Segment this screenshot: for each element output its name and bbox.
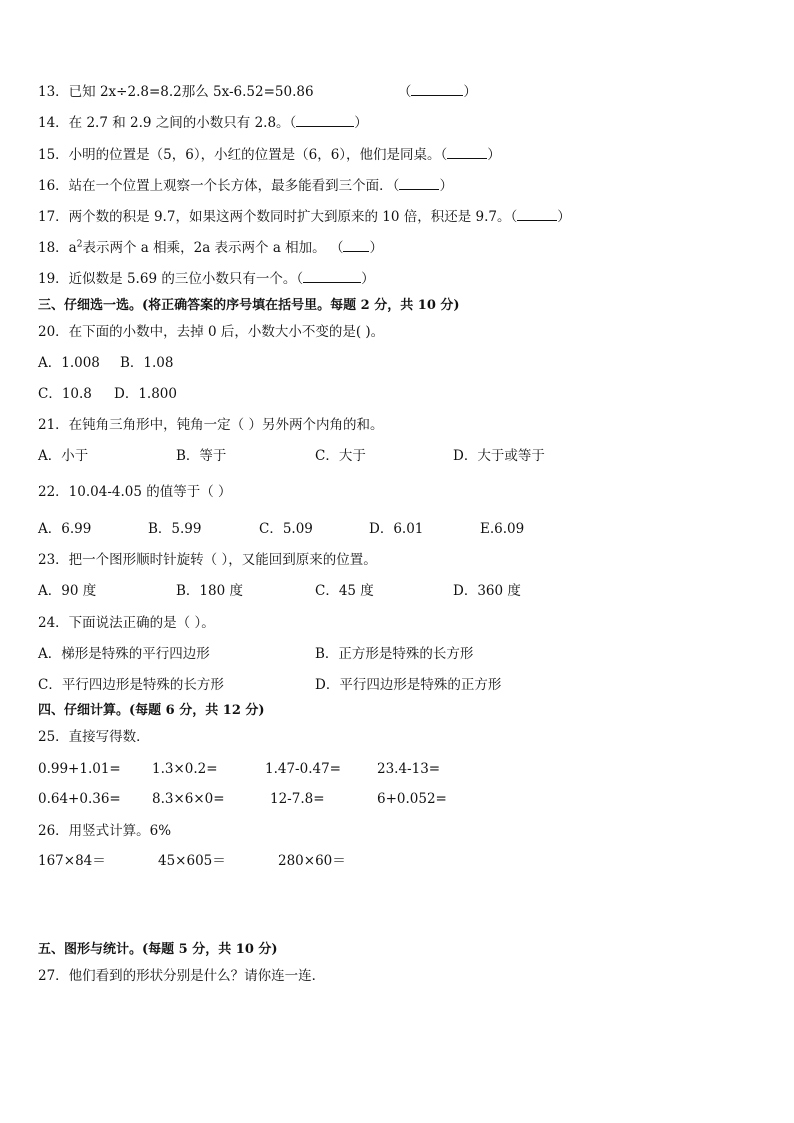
calc-item: 1.3×0.2= <box>152 761 218 777</box>
question-21-stem: 21．在钝角三角形中，钝角一定（ ）另外两个内角的和。 <box>38 417 384 433</box>
calc-item: 1.47-0.47= <box>265 761 341 777</box>
option-21-d[interactable]: D．大于或等于 <box>453 448 545 464</box>
question-24-stem: 24．下面说法正确的是（ ）。 <box>38 615 215 631</box>
option-24-a[interactable]: A．梯形是特殊的平行四边形 <box>38 646 210 662</box>
option-21-b[interactable]: B．等于 <box>176 448 227 464</box>
answer-blank[interactable] <box>411 83 463 96</box>
section-4-heading: 四、仔细计算。(每题 6 分，共 12 分) <box>38 703 265 718</box>
option-20-b[interactable]: B．1.08 <box>120 355 174 371</box>
question-19-text: 19．近似数是 5.69 的三位小数只有一个。（ <box>38 271 304 287</box>
calc-item: 6+0.052= <box>377 791 447 807</box>
option-22-c[interactable]: C．5.09 <box>259 521 313 537</box>
question-14: 14．在 2.7 和 2.9 之间的小数只有 2.8。（ ） <box>38 115 368 131</box>
option-24-d[interactable]: D．平行四边形是特殊的正方形 <box>315 677 502 693</box>
calc-item: 167×84＝ <box>38 853 106 869</box>
option-24-c[interactable]: C．平行四边形是特殊的长方形 <box>38 677 224 693</box>
calc-item: 280×60＝ <box>278 853 346 869</box>
option-22-e[interactable]: E.6.09 <box>480 521 525 537</box>
question-15: 15．小明的位置是（5，6），小红的位置是（6，6），他们是同桌。（ ） <box>38 147 501 163</box>
option-20-a[interactable]: A．1.008 <box>38 355 100 371</box>
question-19: 19．近似数是 5.69 的三位小数只有一个。（ ） <box>38 271 375 287</box>
question-13-text: 13．已知 2x÷2.8=8.2那么 5x-6.52=50.86 <box>38 84 314 100</box>
option-23-d[interactable]: D．360 度 <box>453 583 521 599</box>
option-23-a[interactable]: A．90 度 <box>38 583 97 599</box>
section-3-heading: 三、仔细选一选。(将正确答案的序号填在括号里。每题 2 分，共 10 分) <box>38 298 460 313</box>
option-24-b[interactable]: B．正方形是特殊的长方形 <box>315 646 474 662</box>
option-22-b[interactable]: B．5.99 <box>148 521 202 537</box>
calc-item: 0.64+0.36= <box>38 791 121 807</box>
option-22-d[interactable]: D．6.01 <box>369 521 424 537</box>
option-22-a[interactable]: A．6.99 <box>38 521 92 537</box>
calc-item: 45×605＝ <box>158 853 226 869</box>
option-21-c[interactable]: C．大于 <box>315 448 366 464</box>
option-20-d[interactable]: D．1.800 <box>114 386 177 402</box>
option-23-c[interactable]: C．45 度 <box>315 583 374 599</box>
question-26-stem: 26．用竖式计算。6% <box>38 823 172 839</box>
answer-blank[interactable] <box>517 208 557 221</box>
question-20-stem: 20．在下面的小数中，去掉 0 后，小数大小不变的是( )。 <box>38 324 385 340</box>
question-18: 18．$a^2$表示两个 a 相乘，2a 表示两个 a 相加。 （ ） <box>38 239 383 256</box>
calc-item: 8.3×6×0= <box>152 791 225 807</box>
question-16-text: 16．站在一个位置上观察一个长方体，最多能看到三个面．（ <box>38 178 400 194</box>
answer-blank[interactable] <box>399 177 439 190</box>
question-15-text: 15．小明的位置是（5，6），小红的位置是（6，6），他们是同桌。（ <box>38 147 448 163</box>
option-21-a[interactable]: A．小于 <box>38 448 89 464</box>
question-17-text: 17．两个数的积是 9.7，如果这两个数同时扩大到原来的 10 倍，积还是 9.7。（ <box>38 209 518 225</box>
question-27-stem: 27．他们看到的形状分别是什么？请你连一连． <box>38 968 326 984</box>
calc-item: 23.4-13= <box>377 761 441 777</box>
calc-item: 12-7.8= <box>270 791 325 807</box>
calc-item: 0.99+1.01= <box>38 761 121 777</box>
question-14-text: 14．在 2.7 和 2.9 之间的小数只有 2.8。（ <box>38 115 297 131</box>
answer-blank[interactable] <box>343 239 369 252</box>
answer-blank[interactable] <box>296 114 354 127</box>
section-5-heading: 五、图形与统计。(每题 5 分，共 10 分) <box>38 942 278 957</box>
question-23-stem: 23．把一个图形顺时针旋转（ ），又能回到原来的位置。 <box>38 552 377 568</box>
question-22-stem: 22．10.04-4.05 的值等于（ ） <box>38 484 232 500</box>
question-16: 16．站在一个位置上观察一个长方体，最多能看到三个面．（ ） <box>38 178 453 194</box>
answer-blank[interactable] <box>303 270 361 283</box>
question-13: 13．已知 2x÷2.8=8.2那么 5x-6.52=50.86 （ ） <box>38 84 477 100</box>
option-20-c[interactable]: C．10.8 <box>38 386 92 402</box>
answer-blank[interactable] <box>447 146 487 159</box>
question-25-stem: 25．直接写得数． <box>38 729 150 745</box>
question-17: 17．两个数的积是 9.7，如果这两个数同时扩大到原来的 10 倍，积还是 9.7。（ ） <box>38 209 571 225</box>
option-23-b[interactable]: B．180 度 <box>176 583 243 599</box>
